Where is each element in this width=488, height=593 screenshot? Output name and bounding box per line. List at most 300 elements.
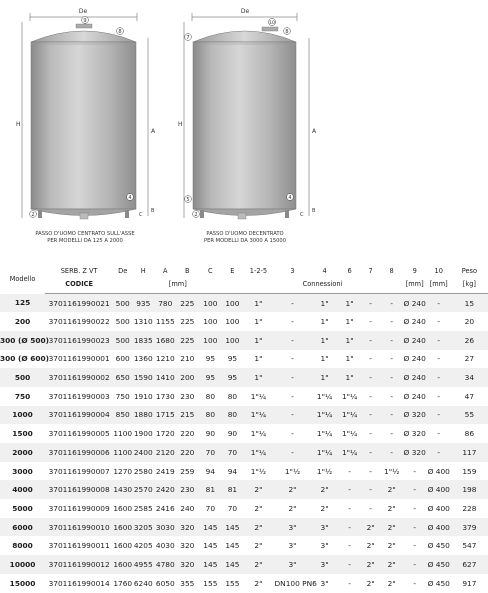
dim-c-left: C [139,212,143,218]
table-cell: 100 [203,335,218,345]
table-row [0,574,488,593]
table-cell: - [369,335,372,345]
table-cell: - [413,485,417,495]
table-cell: Ø 240 [403,317,426,327]
table-cell: 2" [366,541,375,551]
col-9: 9 [412,267,417,275]
table-cell: - [369,373,372,383]
table-cell: 1"¼ [341,447,358,457]
table-cell: - [413,578,417,588]
table-cell: 200 [180,373,195,383]
model-cell: 3000 [12,466,33,476]
table-cell: 145 [203,522,218,532]
table-cell: 145 [225,541,240,551]
table-cell: 3030 [155,522,175,532]
table-cell: 259 [180,466,195,476]
table-cell: - [369,391,372,401]
col-peso: Peso [461,267,478,275]
table-cell: - [369,447,372,457]
table-cell: 2" [387,559,396,569]
table-cell: 230 [180,485,195,495]
table-cell: 230 [180,391,195,401]
table-cell: 3701161990022 [48,317,110,327]
table-cell: - [369,298,372,308]
table-cell: 750 [115,391,130,401]
table-cell: - [437,317,441,327]
table-row [0,424,488,443]
table-subheader-row [0,275,488,294]
col-de: De [118,267,128,275]
table-cell: 100 [225,335,240,345]
table-cell: - [437,298,441,308]
table-cell: 1" [320,298,329,308]
table-row [0,536,488,555]
table-cell: 320 [180,559,195,569]
caption-right [195,231,295,245]
table-cell: 155 [203,578,218,588]
model-cell: 15000 [9,578,36,588]
table-cell: - [369,503,372,513]
table-cell: - [390,317,393,327]
model-cell: 500 [14,373,31,383]
model-cell: 1500 [12,429,33,439]
table-cell: 55 [464,410,475,420]
table-cell: 935 [136,298,151,308]
table-cell: 3" [288,522,297,532]
table-cell: 2585 [133,503,153,513]
table-cell: - [369,410,372,420]
table-cell: 1"¼ [341,391,358,401]
table-cell: 1"½ [284,466,301,476]
table-cell: - [390,298,393,308]
table-cell: 3701161990002 [48,373,110,383]
callout-8-right: 8 [285,29,289,35]
table-cell: 1270 [113,466,133,476]
table-cell: Ø 240 [403,373,426,383]
table-cell: 1"¼ [316,429,333,439]
table-cell: - [437,429,441,439]
table-cell: 1"¼ [250,447,267,457]
table-cell: 3701161990007 [48,466,110,476]
table-cell: 80 [227,410,238,420]
table-cell: - [390,373,393,383]
table-cell: 95 [205,373,216,383]
table-cell: 1410 [155,373,175,383]
table-cell: Ø 320 [403,447,426,457]
dim-a-left: A [151,128,156,135]
table-cell: 117 [462,447,477,457]
table-cell: 6240 [133,578,153,588]
col-b: B [185,267,190,275]
table-cell: 547 [462,541,477,551]
table-cell: 1910 [133,391,153,401]
table-cell: Ø 450 [427,541,450,551]
table-cell: 1600 [113,503,133,513]
table-cell: 2419 [155,466,175,476]
table-cell: 210 [180,354,195,364]
table-cell: 3" [320,522,329,532]
table-cell: 220 [180,429,195,439]
table-cell: Ø 400 [427,503,450,513]
table-cell: 3" [320,559,329,569]
table-cell: 1210 [155,354,175,364]
col-c: C [208,267,213,275]
table-cell: 145 [203,559,218,569]
model-cell: 5000 [12,503,33,513]
callout-2-right: 2 [194,212,198,218]
table-cell: - [291,354,294,364]
table-cell: 26 [464,335,475,345]
dim-de-right: De [240,8,250,15]
table-cell: 2" [320,485,329,495]
table-cell: 80 [205,391,216,401]
spec-table [0,262,488,593]
table-cell: 2400 [133,447,153,457]
table-cell: 3701161990012 [48,559,110,569]
table-cell: 2" [320,503,329,513]
table-cell: 95 [205,354,216,364]
table-cell: - [390,335,393,345]
table-cell: 500 [115,335,130,345]
table-cell: Ø 240 [403,391,426,401]
table-cell: 1" [320,373,329,383]
table-cell: 1" [254,373,263,383]
table-cell: 650 [115,373,130,383]
dim-b-left: B [151,208,155,214]
table-cell: 2580 [133,466,153,476]
dim-h-right: H [178,121,183,128]
table-cell: 3701161990003 [48,391,110,401]
table-cell: 2" [254,559,263,569]
table-cell: 6050 [155,578,175,588]
table-cell: Ø 400 [427,485,450,495]
table-cell: 90 [205,429,216,439]
table-cell: 81 [227,485,238,495]
table-cell: 100 [225,298,240,308]
table-cell: 70 [227,503,238,513]
model-cell: 300 (Ø 600) [0,354,50,364]
table-cell: 100 [203,298,218,308]
col-7: 7 [368,267,373,275]
table-cell: 3" [320,578,329,588]
table-cell: 145 [203,541,218,551]
table-cell: Ø 400 [427,522,450,532]
table-cell: 1" [345,335,354,345]
table-cell: 80 [227,391,238,401]
table-cell: 1100 [113,447,133,457]
table-cell: 2" [254,485,263,495]
col-modello [0,262,45,275]
col-125: 1-2-5 [249,267,268,275]
caption-left [35,231,135,245]
table-cell: 2" [254,578,263,588]
col-codice: CODICE [45,275,113,294]
col-h: H [140,267,146,275]
table-cell: 15 [464,298,475,308]
table-cell: - [291,429,294,439]
table-cell: 320 [180,522,195,532]
table-row [0,555,488,574]
table-cell: - [291,335,294,345]
callout-4-left: 4 [128,195,132,201]
table-cell: 3701161990004 [48,410,110,420]
table-cell: 1"¼ [341,410,358,420]
table-cell: Ø 240 [403,298,426,308]
table-cell: 4780 [155,559,175,569]
table-cell: 228 [462,503,477,513]
table-cell: 2" [387,522,396,532]
table-cell: - [291,391,294,401]
callout-8-left: 8 [118,29,122,35]
table-cell: 850 [115,410,130,420]
table-cell: - [413,466,417,476]
table-cell: 1600 [113,522,133,532]
table-cell: - [348,485,351,495]
table-body [0,294,488,593]
table-cell: Ø 450 [427,578,450,588]
table-cell: - [437,354,441,364]
table-cell: 81 [205,485,216,495]
callout-7-right: 7 [186,35,190,41]
table-cell: 3205 [133,522,153,532]
table-row [0,443,488,462]
table-cell: - [348,503,351,513]
table-cell: 2570 [133,485,153,495]
table-cell: 3" [288,541,297,551]
table-cell: 155 [225,578,240,588]
table-cell: 1" [254,298,263,308]
table-cell: 3701161990010 [48,522,110,532]
table-cell: 2" [288,485,297,495]
table-cell: 20 [464,317,475,327]
table-cell: 3701161990005 [48,429,110,439]
col-a: A [163,267,168,275]
table-cell: 3701161990021 [48,298,110,308]
table-cell: Ø 320 [403,429,426,439]
table-cell: 100 [203,317,218,327]
table-cell: 1600 [113,541,133,551]
connessioni-label: Connessioni [242,275,402,294]
table-cell: 2" [387,578,396,588]
table-cell: 70 [205,447,216,457]
table-cell: 2" [366,578,375,588]
table-cell: Ø 320 [403,410,426,420]
col-serb: SERB. Z VT [60,267,98,275]
table-cell: 3" [288,559,297,569]
table-cell: 1"¼ [250,391,267,401]
table-cell: 1100 [113,429,133,439]
table-cell: 2420 [155,485,175,495]
tank-drawing-centered [16,8,156,219]
col-4: 4 [322,267,327,275]
table-cell: 215 [180,410,195,420]
table-cell: 1360 [133,354,153,364]
table-cell: 1730 [155,391,175,401]
table-cell: - [348,541,351,551]
table-row [0,406,488,425]
table-cell: Ø 450 [427,559,450,569]
table-cell: 2120 [155,447,175,457]
table-cell: - [437,410,441,420]
table-cell: 1"½ [250,466,267,476]
table-cell: - [390,410,393,420]
model-cell: 200 [14,317,31,327]
table-cell: 1" [320,317,329,327]
table-cell: 379 [462,522,477,532]
model-cell: 2000 [12,447,33,457]
table-cell: 2" [366,559,375,569]
unit-mm-dimensions: [mm] [113,275,242,294]
table-cell: - [348,578,351,588]
table-cell: 70 [205,503,216,513]
table-cell: 2" [387,485,396,495]
table-cell: 95 [227,373,238,383]
table-cell: - [348,559,351,569]
table-cell: - [390,391,393,401]
table-cell: 80 [205,410,216,420]
model-cell: 6000 [12,522,33,532]
caption-right-line1: PASSO D'UOMO DECENTRATO [206,231,284,237]
table-cell: 90 [227,429,238,439]
table-row [0,499,488,518]
table-cell: - [437,447,441,457]
tank-drawings [0,0,488,258]
table-cell: - [348,522,351,532]
table-cell: 780 [158,298,173,308]
table-cell: 3701161990009 [48,503,110,513]
table-cell: 95 [227,354,238,364]
table-cell: 1760 [113,578,133,588]
table-cell: - [369,485,372,495]
table-cell: - [390,354,393,364]
col-10: 10 [434,267,443,275]
table-cell: - [291,373,294,383]
table-row [0,387,488,406]
table-cell: 198 [462,485,477,495]
table-cell: 1" [320,354,329,364]
model-cell: 10000 [9,559,36,569]
table-cell: 2" [387,503,396,513]
table-cell: 2416 [155,503,175,513]
table-cell: 34 [464,373,475,383]
caption-left-line2: PER MODELLI DA 125 A 2000 [47,238,123,244]
unit-kg: [kg] [451,275,488,294]
col-modello-label: Modello [9,275,36,283]
table-cell: Ø 400 [427,466,450,476]
table-cell: 3" [320,541,329,551]
table-cell: 3701161990011 [48,541,110,551]
tank-drawing-offset [178,8,317,219]
table-cell: 159 [462,466,477,476]
table-cell: DN100 PN6 [274,578,317,588]
table-cell: 1590 [133,373,153,383]
table-cell: - [413,541,417,551]
model-cell: 8000 [12,541,33,551]
table-cell: 1430 [113,485,133,495]
table-cell: 86 [464,429,475,439]
table-cell: 1715 [155,410,175,420]
table-cell: - [390,447,393,457]
table-cell: 1600 [113,559,133,569]
table-cell: 3701161990006 [48,447,110,457]
table-cell: - [390,429,393,439]
table-cell: - [348,466,351,476]
col-e: E [230,267,235,275]
table-cell: 1"¼ [250,429,267,439]
table-cell: 500 [115,317,130,327]
table-row [0,331,488,350]
table-cell: - [413,522,417,532]
table-cell: - [369,354,372,364]
table-cell: - [437,335,441,345]
table-cell: 3701161990014 [48,578,110,588]
col-6: 6 [347,267,352,275]
unit-mm-10: [mm] [427,275,451,294]
table-cell: - [369,429,372,439]
table-cell: 1" [345,298,354,308]
callout-5-right: 5 [186,197,190,203]
table-cell: 1" [345,354,354,364]
table-cell: 145 [225,559,240,569]
table-cell: 627 [462,559,477,569]
callout-9-left: 9 [83,18,87,24]
table-cell: 1"¼ [316,410,333,420]
table-cell: 320 [180,541,195,551]
table-row [0,312,488,331]
table-row [0,480,488,499]
table-cell: 1"¼ [316,391,333,401]
table-cell: 1880 [133,410,153,420]
table-cell: 1"¼ [316,447,333,457]
table-cell: 225 [180,317,195,327]
table-cell: 225 [180,298,195,308]
callout-2-left: 2 [31,212,35,218]
caption-left-line1: PASSO D'UOMO CENTRATO SULL'ASSE [35,231,135,237]
dim-c-right: C [300,212,304,218]
table-cell: 1"½ [316,466,333,476]
table-header-row [0,262,488,275]
table-cell: 1155 [155,317,175,327]
table-cell: - [291,447,294,457]
table-cell: 2" [366,522,375,532]
table-cell: 600 [115,354,130,364]
model-cell: 300 (Ø 500) [0,335,50,345]
col-3: 3 [290,267,295,275]
table-cell: 27 [464,354,475,364]
table-cell: 1" [345,373,354,383]
table-cell: 220 [180,447,195,457]
table-cell: Ø 240 [403,335,426,345]
table-row [0,518,488,537]
table-row [0,294,488,313]
table-row [0,350,488,369]
table-cell: - [437,373,441,383]
table-cell: 1720 [155,429,175,439]
table-cell: 2" [254,503,263,513]
table-row [0,368,488,387]
callout-10-right: 10 [269,21,275,26]
table-cell: 3701161990023 [48,335,110,345]
model-cell: 4000 [12,485,33,495]
model-cell: 750 [14,391,31,401]
table-cell: - [413,503,417,513]
table-cell: 2" [288,503,297,513]
table-cell: 94 [205,466,216,476]
table-cell: 1" [254,335,263,345]
table-cell: - [437,391,441,401]
table-cell: 1" [254,317,263,327]
table-cell: 1900 [133,429,153,439]
